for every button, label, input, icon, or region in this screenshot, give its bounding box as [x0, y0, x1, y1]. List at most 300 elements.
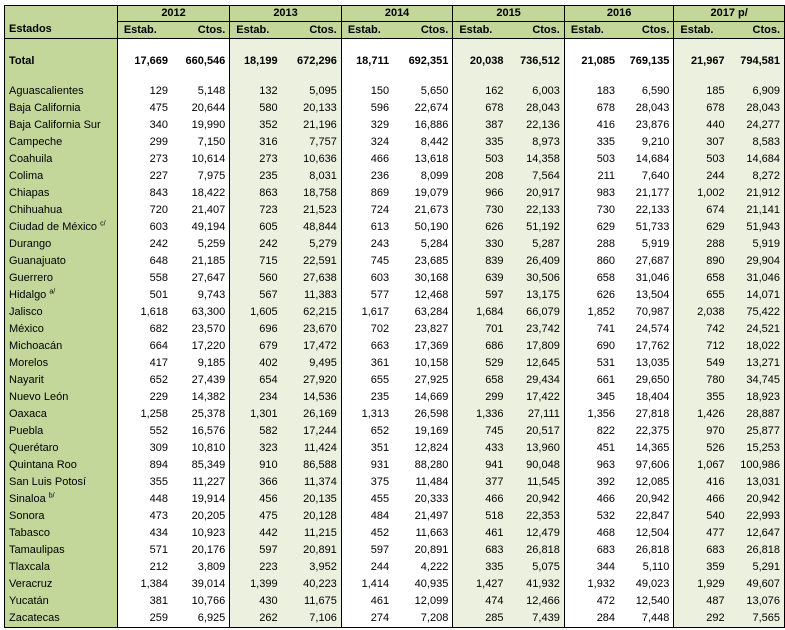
spacer-cell	[393, 39, 453, 48]
value-cell: 355	[149, 476, 169, 488]
value-cell: 639	[453, 270, 508, 287]
value-cell: 663	[370, 340, 390, 352]
value-cell: 62,215	[282, 304, 342, 321]
value-cell: 603	[149, 221, 169, 233]
value-cell: 5,287	[508, 236, 565, 253]
value-cell: 5,291	[729, 559, 785, 576]
state-cell	[5, 253, 118, 270]
value-cell: 9,210	[619, 134, 674, 151]
value-cell: 5,650	[393, 83, 453, 100]
spacer-cell	[619, 39, 674, 48]
value-cell: 23,876	[619, 117, 674, 134]
value-cell: 690	[596, 340, 616, 352]
value-cell: 345	[596, 391, 616, 403]
value-cell: 910	[230, 457, 282, 474]
value-cell: 22,375	[619, 423, 674, 440]
value-cell: 34,745	[729, 372, 785, 389]
value-cell: 1,932	[587, 578, 616, 590]
value-cell: 1,618	[140, 306, 169, 318]
value-cell: 21,407	[172, 202, 230, 219]
value-cell: 28,043	[508, 100, 565, 117]
value-cell: 100,986	[729, 457, 785, 474]
value-cell: 392	[596, 476, 616, 488]
estab-header: Estab.	[230, 22, 282, 39]
spacer-cell	[453, 39, 508, 48]
value-cell: 745	[370, 255, 390, 267]
state-name: Querétaro	[9, 442, 59, 454]
estab-header: Estab.	[453, 22, 508, 39]
state-name: Baja California Sur	[9, 119, 101, 131]
value-cell: 19,914	[172, 491, 230, 508]
value-cell: 223	[230, 559, 282, 576]
value-cell: 10,810	[172, 440, 230, 457]
value-cell: 381	[149, 595, 169, 607]
value-cell: 19,990	[172, 117, 230, 134]
state-name: Sonora	[9, 510, 45, 522]
value-cell: 501	[149, 289, 169, 301]
value-cell: 23,685	[393, 253, 453, 270]
value-cell: 235	[230, 168, 282, 185]
value-cell: 7,106	[282, 610, 342, 628]
total-cell: 769,135	[619, 47, 674, 75]
value-cell: 6,590	[619, 83, 674, 100]
value-cell: 1,617	[361, 306, 390, 318]
table-body	[5, 6, 785, 628]
ctos-header: Ctos.	[172, 22, 230, 39]
value-cell: 7,150	[172, 134, 230, 151]
value-cell: 27,818	[619, 406, 674, 423]
value-cell: 85,349	[172, 457, 230, 474]
state-name: Guerrero	[9, 272, 54, 284]
table-row	[5, 117, 785, 134]
value-cell: 27,920	[282, 372, 342, 389]
spacer-cell	[282, 75, 342, 83]
value-cell: 41,932	[508, 576, 565, 593]
value-cell: 13,618	[393, 151, 453, 168]
value-cell: 235	[370, 391, 390, 403]
value-cell: 477	[674, 525, 729, 542]
value-cell: 49,607	[729, 576, 785, 593]
value-cell: 678	[453, 100, 508, 117]
value-cell: 31,046	[729, 270, 785, 287]
value-cell: 741	[596, 323, 616, 335]
state-cell	[5, 83, 118, 100]
value-cell: 683	[596, 544, 616, 556]
state-cell	[5, 270, 118, 287]
value-cell: 7,439	[508, 610, 565, 628]
value-cell: 8,272	[729, 168, 785, 185]
value-cell: 12,479	[508, 525, 565, 542]
value-cell: 150	[370, 85, 390, 97]
value-cell: 21,673	[393, 202, 453, 219]
spacer-row	[5, 75, 785, 83]
spacer-cell	[564, 75, 619, 83]
value-cell: 273	[230, 151, 282, 168]
value-cell: 7,975	[172, 168, 230, 185]
state-cell	[5, 321, 118, 338]
value-cell: 75,422	[729, 304, 785, 321]
value-cell: 12,824	[393, 440, 453, 457]
table-row	[5, 610, 785, 628]
state-cell	[5, 474, 118, 491]
value-cell: 70,987	[619, 304, 674, 321]
state-cell	[5, 202, 118, 219]
value-cell: 5,110	[619, 559, 674, 576]
value-cell: 20,133	[282, 100, 342, 117]
value-cell: 90,048	[508, 457, 565, 474]
value-cell: 7,448	[619, 610, 674, 628]
state-name: Nayarit	[9, 374, 44, 386]
value-cell: 1,852	[587, 306, 616, 318]
value-cell: 5,279	[282, 236, 342, 253]
value-cell: 20,644	[172, 100, 230, 117]
value-cell: 21,141	[729, 202, 785, 219]
value-cell: 466	[453, 491, 508, 508]
value-cell: 8,442	[393, 134, 453, 151]
value-cell: 843	[149, 187, 169, 199]
value-cell: 742	[674, 321, 729, 338]
value-cell: 330	[453, 236, 508, 253]
state-name: Aguascalientes	[9, 85, 84, 97]
value-cell: 299	[453, 389, 508, 406]
state-name: Durango	[9, 238, 52, 250]
value-cell: 580	[230, 100, 282, 117]
table-row	[5, 423, 785, 440]
value-cell: 20,891	[393, 542, 453, 559]
value-cell: 678	[596, 102, 616, 114]
state-name: Ciudad de México	[9, 221, 98, 233]
value-cell: 285	[453, 610, 508, 628]
value-cell: 12,647	[729, 525, 785, 542]
value-cell: 11,215	[282, 525, 342, 542]
value-cell: 461	[370, 595, 390, 607]
value-cell: 352	[230, 117, 282, 134]
value-cell: 273	[149, 153, 169, 165]
value-cell: 8,099	[393, 168, 453, 185]
value-cell: 487	[674, 593, 729, 610]
value-cell: 6,909	[729, 83, 785, 100]
value-cell: 941	[453, 457, 508, 474]
value-cell: 4,222	[393, 559, 453, 576]
state-name: Baja California	[9, 102, 81, 114]
value-cell: 21,196	[282, 117, 342, 134]
table-row	[5, 508, 785, 525]
value-cell: 19,169	[393, 423, 453, 440]
value-cell: 597	[230, 542, 282, 559]
state-name: San Luis Potosí	[9, 476, 87, 488]
ctos-header: Ctos.	[282, 22, 342, 39]
value-cell: 5,919	[729, 236, 785, 253]
value-cell: 683	[453, 542, 508, 559]
table-row	[5, 151, 785, 168]
total-row	[5, 47, 785, 75]
year-header: 2012	[117, 6, 229, 22]
spacer-cell	[117, 39, 172, 48]
spacer-cell	[230, 39, 282, 48]
total-cell: 21,967	[674, 47, 729, 75]
value-cell: 652	[370, 425, 390, 437]
value-cell: 31,046	[619, 270, 674, 287]
value-cell: 26,409	[508, 253, 565, 270]
value-cell: 17,422	[508, 389, 565, 406]
value-cell: 13,271	[729, 355, 785, 372]
value-cell: 11,383	[282, 287, 342, 304]
value-cell: 416	[674, 474, 729, 491]
value-cell: 21,177	[619, 185, 674, 202]
value-cell: 10,636	[282, 151, 342, 168]
value-cell: 683	[674, 542, 729, 559]
table-row	[5, 576, 785, 593]
value-cell: 26,818	[619, 542, 674, 559]
state-name: Yucatán	[9, 595, 49, 607]
state-cell	[5, 117, 118, 134]
value-cell: 1,426	[674, 406, 729, 423]
state-name: Guanajuato	[9, 255, 66, 267]
value-cell: 20,942	[508, 491, 565, 508]
value-cell: 132	[230, 83, 282, 100]
value-cell: 626	[596, 289, 616, 301]
value-cell: 890	[674, 253, 729, 270]
value-cell: 12,504	[619, 525, 674, 542]
value-cell: 18,022	[729, 338, 785, 355]
spacer-cell	[5, 75, 118, 83]
value-cell: 20,942	[729, 491, 785, 508]
value-cell: 8,031	[282, 168, 342, 185]
value-cell: 1,067	[674, 457, 729, 474]
value-cell: 679	[230, 338, 282, 355]
value-cell: 244	[674, 168, 729, 185]
value-cell: 11,374	[282, 474, 342, 491]
value-cell: 529	[453, 355, 508, 372]
value-cell: 702	[370, 323, 390, 335]
value-cell: 1,929	[674, 576, 729, 593]
value-cell: 6,925	[172, 610, 230, 628]
value-cell: 448	[149, 493, 169, 505]
spacer-cell	[172, 75, 230, 83]
value-cell: 24,521	[729, 321, 785, 338]
value-cell: 648	[149, 255, 169, 267]
value-cell: 63,300	[172, 304, 230, 321]
value-cell: 292	[674, 610, 729, 628]
value-cell: 40,223	[282, 576, 342, 593]
value-cell: 22,993	[729, 508, 785, 525]
value-cell: 503	[453, 151, 508, 168]
value-cell: 375	[370, 476, 390, 488]
value-cell: 28,043	[729, 100, 785, 117]
table-row	[5, 491, 785, 508]
value-cell: 5,259	[172, 236, 230, 253]
value-cell: 5,075	[508, 559, 565, 576]
value-cell: 526	[674, 440, 729, 457]
value-cell: 26,818	[729, 542, 785, 559]
value-cell: 22,847	[619, 508, 674, 525]
state-name: Hidalgo	[9, 289, 47, 301]
value-cell: 66,079	[508, 304, 565, 321]
value-cell: 11,545	[508, 474, 565, 491]
value-cell: 344	[596, 561, 616, 573]
value-cell: 17,220	[172, 338, 230, 355]
value-cell: 1,399	[230, 576, 282, 593]
value-cell: 23,742	[508, 321, 565, 338]
value-cell: 1,258	[140, 408, 169, 420]
year-header: 2014	[341, 6, 453, 22]
value-cell: 839	[453, 253, 508, 270]
value-cell: 1,427	[453, 576, 508, 593]
value-cell: 28,043	[619, 100, 674, 117]
spacer-cell	[282, 39, 342, 48]
value-cell: 227	[149, 170, 169, 182]
value-cell: 10,614	[172, 151, 230, 168]
spacer-cell	[230, 75, 282, 83]
value-cell: 531	[596, 357, 616, 369]
value-cell: 597	[370, 544, 390, 556]
value-cell: 417	[149, 357, 169, 369]
value-cell: 361	[370, 357, 390, 369]
value-cell: 229	[149, 391, 169, 403]
value-cell: 863	[230, 185, 282, 202]
table-row	[5, 134, 785, 151]
state-cell	[5, 542, 118, 559]
value-cell: 597	[453, 287, 508, 304]
state-name: Morelos	[9, 357, 49, 369]
value-cell: 262	[230, 610, 282, 628]
value-cell: 664	[149, 340, 169, 352]
value-cell: 351	[370, 442, 390, 454]
value-cell: 603	[370, 272, 390, 284]
value-cell: 473	[149, 510, 169, 522]
value-cell: 16,576	[172, 423, 230, 440]
value-cell: 20,942	[619, 491, 674, 508]
state-cell	[5, 185, 118, 202]
state-cell	[5, 355, 118, 372]
value-cell: 335	[596, 136, 616, 148]
value-cell: 442	[230, 525, 282, 542]
value-cell: 682	[149, 323, 169, 335]
state-cell	[5, 406, 118, 423]
value-cell: 10,766	[172, 593, 230, 610]
state-cell	[5, 219, 118, 236]
table-row	[5, 219, 785, 236]
value-cell: 23,570	[172, 321, 230, 338]
value-cell: 21,185	[172, 253, 230, 270]
value-cell: 244	[370, 561, 390, 573]
value-cell: 27,687	[619, 253, 674, 270]
value-cell: 15,253	[729, 440, 785, 457]
table-row	[5, 372, 785, 389]
value-cell: 3,809	[172, 559, 230, 576]
state-name: Puebla	[9, 425, 44, 437]
value-cell: 712	[674, 338, 729, 355]
value-cell: 9,185	[172, 355, 230, 372]
table-row	[5, 304, 785, 321]
table-row	[5, 202, 785, 219]
value-cell: 686	[453, 338, 508, 355]
value-cell: 540	[674, 508, 729, 525]
ctos-header: Ctos.	[508, 22, 565, 39]
value-cell: 49,194	[172, 219, 230, 236]
value-cell: 355	[674, 389, 729, 406]
value-cell: 696	[230, 321, 282, 338]
value-cell: 323	[230, 440, 282, 457]
value-cell: 299	[149, 136, 169, 148]
value-cell: 48,844	[282, 219, 342, 236]
value-cell: 629	[674, 219, 729, 236]
value-cell: 7,640	[619, 168, 674, 185]
table-row	[5, 321, 785, 338]
spacer-cell	[172, 39, 230, 48]
state-cell	[5, 610, 118, 628]
value-cell: 51,943	[729, 219, 785, 236]
estab-header: Estab.	[674, 22, 729, 39]
value-cell: 558	[149, 272, 169, 284]
state-name: Chiapas	[9, 187, 50, 199]
spacer-cell	[508, 39, 565, 48]
value-cell: 18,422	[172, 185, 230, 202]
value-cell: 316	[230, 134, 282, 151]
state-name: Campeche	[9, 136, 63, 148]
value-cell: 966	[453, 185, 508, 202]
value-cell: 162	[453, 83, 508, 100]
value-cell: 335	[453, 559, 508, 576]
spacer-cell	[508, 75, 565, 83]
value-cell: 434	[149, 527, 169, 539]
value-cell: 5,095	[282, 83, 342, 100]
value-cell: 25,877	[729, 423, 785, 440]
value-cell: 931	[370, 459, 390, 471]
state-name: Sinaloa	[9, 493, 46, 505]
value-cell: 88,280	[393, 457, 453, 474]
state-name: Tabasco	[9, 527, 50, 539]
value-cell: 433	[453, 440, 508, 457]
value-cell: 17,472	[282, 338, 342, 355]
estados-header: Estados	[5, 22, 118, 39]
state-cell	[5, 457, 118, 474]
value-cell: 17,244	[282, 423, 342, 440]
value-cell: 1,684	[453, 304, 508, 321]
value-cell: 466	[596, 493, 616, 505]
value-cell: 474	[453, 593, 508, 610]
value-cell: 185	[674, 83, 729, 100]
header-sub-row	[5, 22, 785, 39]
table-row	[5, 474, 785, 491]
state-cell	[5, 525, 118, 542]
value-cell: 22,133	[508, 202, 565, 219]
state-name: Nuevo León	[9, 391, 69, 403]
value-cell: 97,606	[619, 457, 674, 474]
value-cell: 18,404	[619, 389, 674, 406]
value-cell: 29,650	[619, 372, 674, 389]
value-cell: 402	[230, 355, 282, 372]
value-cell: 359	[674, 559, 729, 576]
value-cell: 17,762	[619, 338, 674, 355]
year-header: 2015	[453, 6, 565, 22]
value-cell: 730	[453, 202, 508, 219]
value-cell: 259	[117, 610, 172, 628]
state-name: Zacatecas	[9, 612, 60, 624]
state-name: Michoacán	[9, 340, 63, 352]
value-cell: 11,227	[172, 474, 230, 491]
value-cell: 17,809	[508, 338, 565, 355]
value-cell: 27,111	[508, 406, 565, 423]
total-label: Total	[5, 47, 118, 75]
value-cell: 20,135	[282, 491, 342, 508]
value-cell: 674	[674, 202, 729, 219]
value-cell: 51,733	[619, 219, 674, 236]
value-cell: 11,424	[282, 440, 342, 457]
value-cell: 472	[596, 595, 616, 607]
estab-header: Estab.	[564, 22, 619, 39]
spacer-cell	[393, 75, 453, 83]
